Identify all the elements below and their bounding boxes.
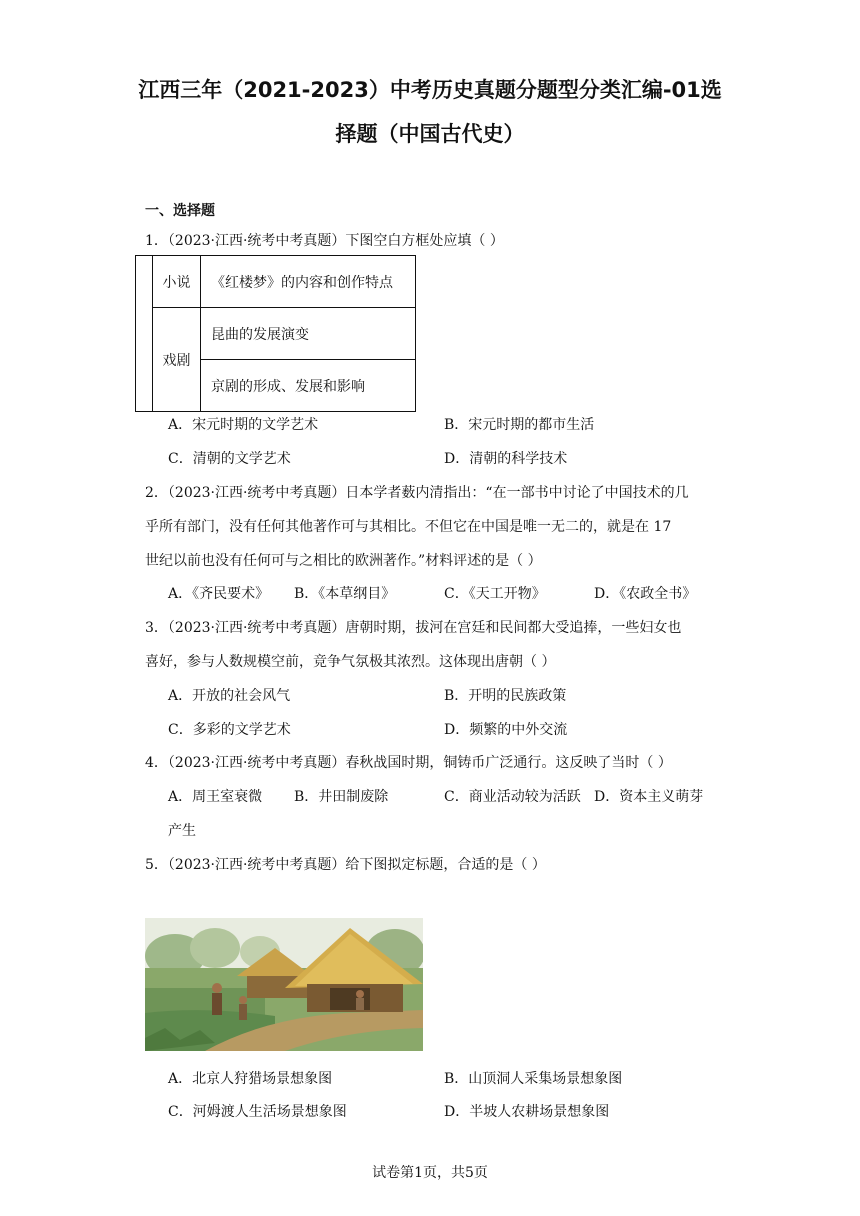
q5-option-b[interactable]: B．山顶洞人采集场景想象图 xyxy=(444,1071,623,1087)
q3-option-d[interactable]: D．频繁的中外交流 xyxy=(444,722,568,738)
table-cell-kunqu: 昆曲的发展演变 xyxy=(201,308,416,360)
q2-option-b[interactable]: B．《本草纲目》 xyxy=(294,586,396,602)
table-cell-peking-opera: 京剧的形成、发展和影响 xyxy=(201,360,416,412)
q3-option-a[interactable]: A．开放的社会风气 xyxy=(168,688,291,704)
table-cell-drama: 戏剧 xyxy=(153,308,201,412)
table-cell-novel: 小说 xyxy=(153,256,201,308)
q4-stem: 4．（2023·江西·统考中考真题）春秋战国时期，铜铸币广泛通行。这反映了当时（ ） xyxy=(145,755,672,771)
q1-option-d[interactable]: D．清朝的科学技术 xyxy=(444,451,568,467)
q4-option-a[interactable]: A．周王室衰微 xyxy=(168,789,263,805)
q2-option-a[interactable]: A．《齐民要术》 xyxy=(168,586,270,602)
q2-stem-line1: 2．（2023·江西·统考中考真题）日本学者薮内清指出：“在一部书中讨论了中国技术的几 xyxy=(145,485,689,501)
neolithic-village-illustration xyxy=(145,918,423,1051)
section-heading: 一、选择题 xyxy=(145,203,215,219)
q4-option-d-continued: 产生 xyxy=(168,823,196,839)
q3-option-c[interactable]: C．多彩的文学艺术 xyxy=(168,722,291,738)
q3-stem-line2: 喜好，参与人数规模空前，竞争气氛极其浓烈。这体现出唐朝（ ） xyxy=(145,654,556,670)
q5-option-c[interactable]: C．河姆渡人生活场景想象图 xyxy=(168,1104,347,1120)
q2-stem-line3: 世纪以前也没有任何可与之相比的欧洲著作。”材料评述的是（ ） xyxy=(145,553,542,569)
village-scene-image xyxy=(145,918,423,1051)
q1-table xyxy=(135,255,416,412)
q4-option-d[interactable]: D．资本主义萌芽 xyxy=(594,789,704,805)
q2-option-c[interactable]: C．《天工开物》 xyxy=(444,586,546,602)
q1-option-c[interactable]: C．清朝的文学艺术 xyxy=(168,451,291,467)
q2-option-d[interactable]: D．《农政全书》 xyxy=(594,586,697,602)
q1-option-a[interactable]: A．宋元时期的文学艺术 xyxy=(168,417,319,433)
page-title-line1: 江西三年（2021-2023）中考历史真题分题型分类汇编-01选 xyxy=(138,78,722,102)
blank-box xyxy=(136,256,153,412)
q3-option-b[interactable]: B．开明的民族政策 xyxy=(444,688,567,704)
page-title-line2: 择题（中国古代史） xyxy=(335,122,525,146)
q5-option-d[interactable]: D．半坡人农耕场景想象图 xyxy=(444,1104,610,1120)
page-footer: 试卷第1页，共5页 xyxy=(372,1165,488,1181)
q3-stem-line1: 3．（2023·江西·统考中考真题）唐朝时期，拔河在宫廷和民间都大受追捧，一些妇女也 xyxy=(145,620,682,636)
q4-option-c[interactable]: C．商业活动较为活跃 xyxy=(444,789,581,805)
q5-option-a[interactable]: A．北京人狩猎场景想象图 xyxy=(168,1071,333,1087)
q1-option-b[interactable]: B．宋元时期的都市生活 xyxy=(444,417,595,433)
q1-stem: 1．（2023·江西·统考中考真题）下图空白方框处应填（ ） xyxy=(145,233,504,249)
q5-stem: 5．（2023·江西·统考中考真题）给下图拟定标题，合适的是（ ） xyxy=(145,857,546,873)
table-cell-novel-desc: 《红楼梦》的内容和创作特点 xyxy=(201,256,416,308)
q2-stem-line2: 乎所有部门，没有任何其他著作可与其相比。不但它在中国是唯一无二的，就是在 17 xyxy=(145,519,672,535)
q4-option-b[interactable]: B．井田制废除 xyxy=(294,789,389,805)
